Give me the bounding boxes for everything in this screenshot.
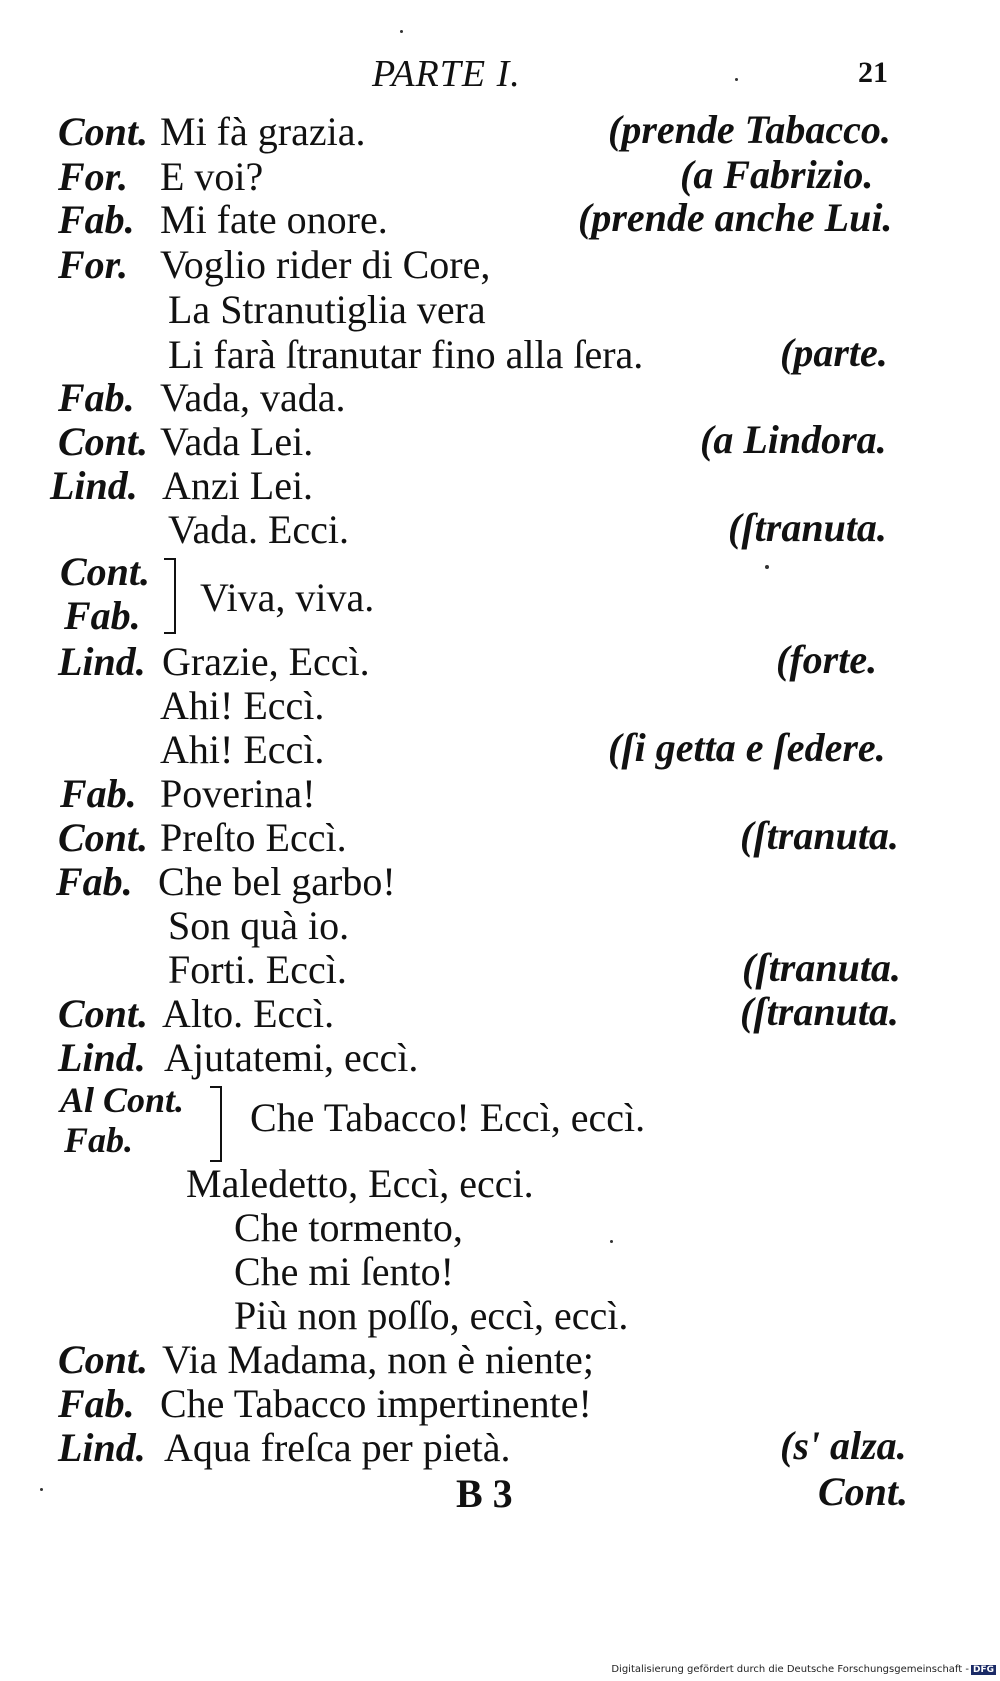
verse-line: Ajutatemi, eccì.: [164, 1035, 419, 1080]
speaker-label: For.: [58, 242, 129, 287]
credit-text: Digitalisierung gefördert durch die Deutsche Forschungsgemeinschaft -: [611, 1664, 969, 1675]
stage-direction: (ſtranuta.: [742, 945, 901, 990]
verse-line: Grazie, Eccì.: [162, 639, 370, 684]
stage-direction: (ſtranuta.: [740, 989, 899, 1034]
verse-line: Aqua freſca per pietà.: [164, 1425, 511, 1470]
speaker-label: Fab.: [58, 375, 135, 420]
speaker-label: Cont.: [58, 419, 149, 464]
catchword: Cont.: [818, 1469, 909, 1514]
verse-line: Che mi ſento!: [234, 1249, 454, 1294]
verse-line: Vada. Ecci.: [168, 507, 350, 552]
speaker-brace: [164, 558, 176, 634]
ink-speck: [40, 1488, 43, 1491]
verse-line: Vada Lei.: [160, 419, 314, 464]
speaker-label: Fab.: [60, 771, 137, 816]
speaker-label: Lind.: [58, 639, 146, 684]
speaker-label: Lind.: [58, 1035, 146, 1080]
speaker-label: Fab.: [64, 1120, 134, 1160]
signature-mark: B 3: [456, 1471, 513, 1516]
verse-line: Che bel garbo!: [158, 859, 396, 904]
speaker-brace: [210, 1086, 222, 1162]
digitization-credit: [611, 1664, 996, 1675]
verse-line: Che Tabacco! Eccì, eccì.: [250, 1095, 646, 1140]
verse-line: Forti. Eccì.: [168, 947, 347, 992]
verse-line: Anzi Lei.: [162, 463, 314, 508]
verse-line: Ahi! Eccì.: [160, 683, 325, 728]
speaker-label: Fab.: [56, 859, 133, 904]
stage-direction: (parte.: [780, 330, 888, 375]
ink-speck: [735, 78, 738, 81]
speaker-label: Al Cont.: [60, 1080, 185, 1120]
verse-line: Che tormento,: [234, 1205, 463, 1250]
speaker-label: For.: [58, 154, 129, 199]
verse-line: Che Tabacco impertinente!: [160, 1381, 592, 1426]
verse-line: Mi fà grazia.: [160, 109, 366, 154]
speaker-label: Cont.: [58, 109, 149, 154]
verse-line: Poverina!: [160, 771, 316, 816]
page-number: 21: [858, 56, 888, 89]
speaker-label: Cont.: [58, 815, 149, 860]
verse-line: Preſto Eccì.: [160, 815, 347, 860]
stage-direction: (prende Tabacco.: [608, 107, 891, 152]
speaker-label: Fab.: [58, 1381, 135, 1426]
speaker-label: Fab.: [64, 593, 141, 638]
stage-direction: (prende anche Lui.: [578, 195, 893, 240]
verse-line: Li farà ſtranutar fino alla ſera.: [168, 332, 644, 377]
speaker-label: Cont.: [60, 549, 151, 594]
ink-speck: [400, 30, 403, 33]
verse-line: Più non poſſo, eccì, eccì.: [234, 1293, 629, 1338]
verse-line: Ahi! Eccì.: [160, 727, 325, 772]
verse-line: Mi fate onore.: [160, 197, 388, 242]
speaker-label: Cont.: [58, 991, 149, 1036]
stage-direction: (a Fabrizio.: [680, 152, 874, 197]
ink-speck: [610, 1240, 613, 1243]
stage-direction: (s' alza.: [780, 1423, 907, 1468]
verse-line: Son quà io.: [168, 903, 350, 948]
speaker-label: Cont.: [58, 1337, 149, 1382]
speaker-label: Lind.: [58, 1425, 146, 1470]
speaker-label: Fab.: [58, 197, 135, 242]
verse-line: Via Madama, non è niente;: [162, 1337, 594, 1382]
verse-line: Maledetto, Eccì, ecci.: [186, 1161, 534, 1206]
verse-line: La Stranutiglia vera: [168, 287, 486, 332]
stage-direction: (ſi getta e ſedere.: [608, 725, 886, 770]
ink-speck: [765, 565, 769, 569]
stage-direction: (a Lindora.: [700, 417, 887, 462]
stage-direction: (forte.: [776, 637, 878, 682]
stage-direction: (ſtranuta.: [728, 505, 887, 550]
dfg-logo: DFG: [972, 1665, 994, 1675]
verse-line: Vada, vada.: [160, 375, 346, 420]
verse-line: Voglio rider di Core,: [160, 242, 491, 287]
verse-line: Viva, viva.: [200, 575, 375, 620]
speaker-label: Lind.: [50, 463, 138, 508]
stage-direction: (ſtranuta.: [740, 813, 899, 858]
running-head: PARTE I.: [372, 53, 521, 95]
verse-line: Alto. Eccì.: [162, 991, 335, 1036]
verse-line: E voi?: [160, 154, 264, 199]
